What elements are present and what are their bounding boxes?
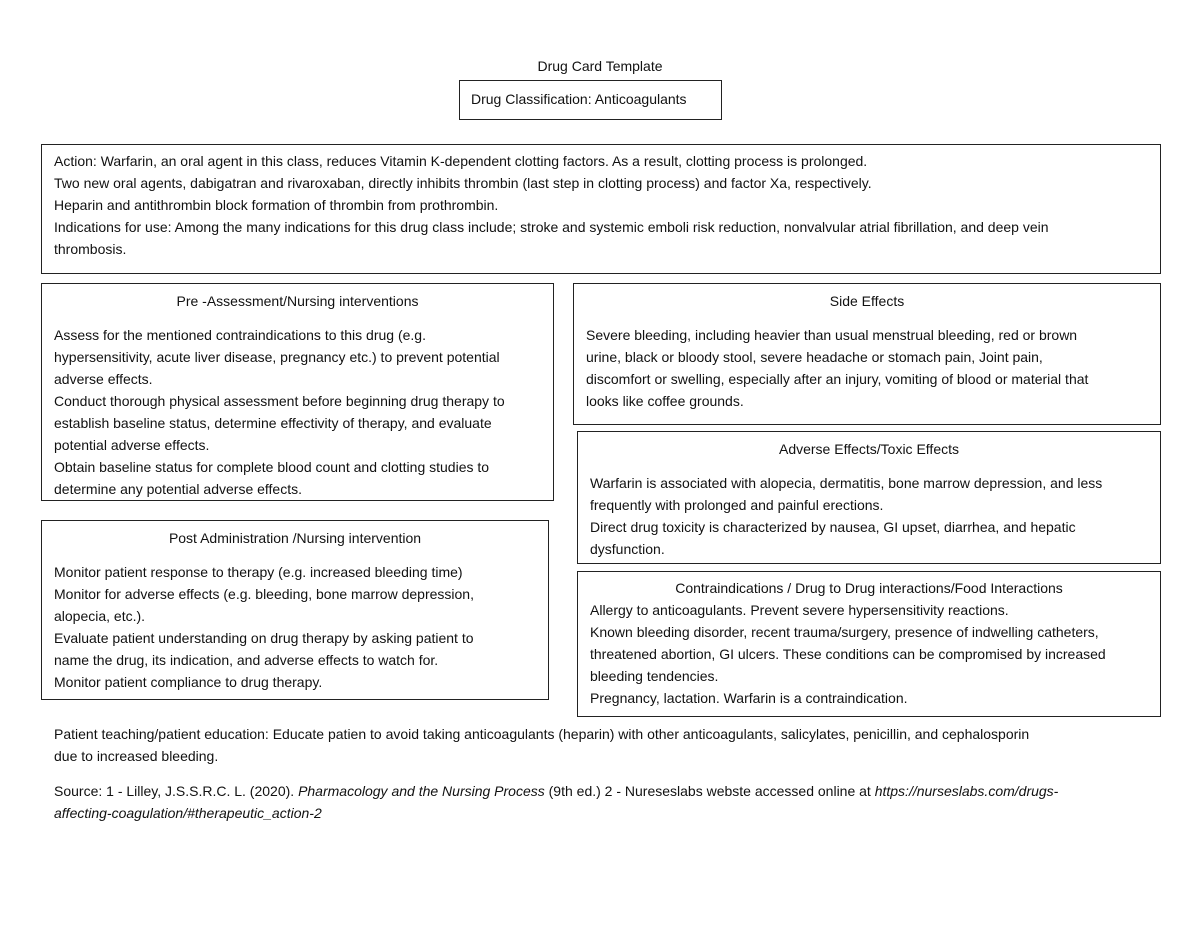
pre-assessment-line: determine any potential adverse effects. — [54, 481, 303, 497]
pre-assessment-line: adverse effects. — [54, 371, 153, 387]
adverse-effects-title: Adverse Effects/Toxic Effects — [778, 441, 959, 457]
post-administration-box — [41, 520, 549, 700]
contraindications-line: bleeding tendencies. — [590, 668, 719, 684]
contraindications-title: Contraindications / Drug to Drug interactions/Food Interactions — [675, 580, 1063, 596]
action-line: thrombosis. — [54, 241, 127, 257]
pre-assessment-box — [41, 283, 554, 501]
adverse-effects-box — [577, 431, 1161, 564]
pre-assessment-title: Pre -Assessment/Nursing interventions — [176, 293, 419, 309]
patient-teaching-line: due to increased bleeding. — [54, 748, 219, 764]
contraindications-line: Pregnancy, lactation. Warfarin is a contraindication. — [590, 690, 908, 706]
side-effects-line: Severe bleeding, including heavier than usual menstrual bleeding, red or brown — [586, 327, 1078, 343]
post-administration-line: Monitor patient response to therapy (e.g. increased bleeding time) — [54, 564, 463, 580]
action-line: Heparin and antithrombin block formation of thrombin from prothrombin. — [54, 197, 499, 213]
adverse-effects-line: Warfarin is associated with alopecia, dermatitis, bone marrow depression, and less — [590, 475, 1103, 491]
patient-teaching-line: Patient teaching/patient education: Educate patien to avoid taking anticoagulants (heparin) with other anticoagulants, salicylates, penicillin, and cephalosporin — [54, 726, 1030, 742]
post-administration-line: Monitor patient compliance to drug therapy. — [54, 674, 323, 690]
action-box — [41, 144, 1161, 274]
post-administration-line: Evaluate patient understanding on drug therapy by asking patient to — [54, 630, 474, 646]
source-book-title: Pharmacology and the Nursing Process — [298, 783, 545, 799]
source-url[interactable]: https://nurseslabs.com/drugs- — [874, 783, 1059, 799]
contraindications-line: threatened abortion, GI ulcers. These conditions can be compromised by increased — [590, 646, 1106, 662]
page-title: Drug Card Template — [537, 58, 663, 74]
post-administration-line: alopecia, etc.). — [54, 608, 146, 624]
pre-assessment-line: potential adverse effects. — [54, 437, 210, 453]
side-effects-box — [573, 283, 1161, 425]
action-line: Action: Warfarin, an oral agent in this class, reduces Vitamin K-dependent clotting factors. As a result, clotting process is prolonged. — [54, 153, 868, 169]
source-line — [54, 802, 1058, 824]
pre-assessment-line: Conduct thorough physical assessment before beginning drug therapy to — [54, 393, 505, 409]
side-effects-line: discomfort or swelling, especially after an injury, vomiting of blood or material that — [586, 371, 1089, 387]
adverse-effects-line: frequently with prolonged and painful erections. — [590, 497, 884, 513]
action-line: Indications for use: Among the many indications for this drug class include; stroke and systemic emboli risk reduction, nonvalvular atrial fibrillation, and deep vein — [54, 219, 1049, 235]
post-administration-line: name the drug, its indication, and adverse effects to watch for. — [54, 652, 439, 668]
pre-assessment-line: Obtain baseline status for complete blood count and clotting studies to — [54, 459, 490, 475]
drug-classification-box — [459, 80, 722, 120]
contraindications-box — [577, 571, 1161, 717]
pre-assessment-line: establish baseline status, determine effectivity of therapy, and evaluate — [54, 415, 492, 431]
source-line: Source: 1 - Lilley, J.S.S.R.C. L. (2020). Pharmacology and the Nursing Process (9th ed.) 2 - Nureseslabs webste accessed online at https://nurseslabs.com/drugs- — [54, 783, 1059, 799]
drug-classification: Drug Classification: Anticoagulants — [471, 91, 687, 107]
side-effects-line: urine, black or bloody stool, severe headache or stomach pain, Joint pain, — [586, 349, 1043, 365]
side-effects-line: looks like coffee grounds. — [586, 393, 744, 409]
action-line: Two new oral agents, dabigatran and rivaroxaban, directly inhibits thrombin (last step in clotting process) and factor Xa, respectively. — [54, 175, 872, 191]
adverse-effects-line: Direct drug toxicity is characterized by nausea, GI upset, diarrhea, and hepatic — [590, 519, 1076, 535]
pre-assessment-line: Assess for the mentioned contraindications to this drug (e.g. — [54, 327, 426, 343]
contraindications-line: Known bleeding disorder, recent trauma/surgery, presence of indwelling catheters, — [590, 624, 1099, 640]
adverse-effects-line: dysfunction. — [590, 541, 665, 557]
source-citation — [54, 780, 1058, 824]
patient-teaching — [54, 723, 1029, 767]
post-administration-line: Monitor for adverse effects (e.g. bleeding, bone marrow depression, — [54, 586, 474, 602]
source-url-continued[interactable]: affecting-coagulation/#therapeutic_action-2 — [54, 805, 322, 821]
pre-assessment-line: hypersensitivity, acute liver disease, pregnancy etc.) to prevent potential — [54, 349, 500, 365]
side-effects-title: Side Effects — [829, 293, 905, 309]
post-administration-title: Post Administration /Nursing intervention — [168, 530, 422, 546]
contraindications-line: Allergy to anticoagulants. Prevent severe hypersensitivity reactions. — [590, 602, 1009, 618]
